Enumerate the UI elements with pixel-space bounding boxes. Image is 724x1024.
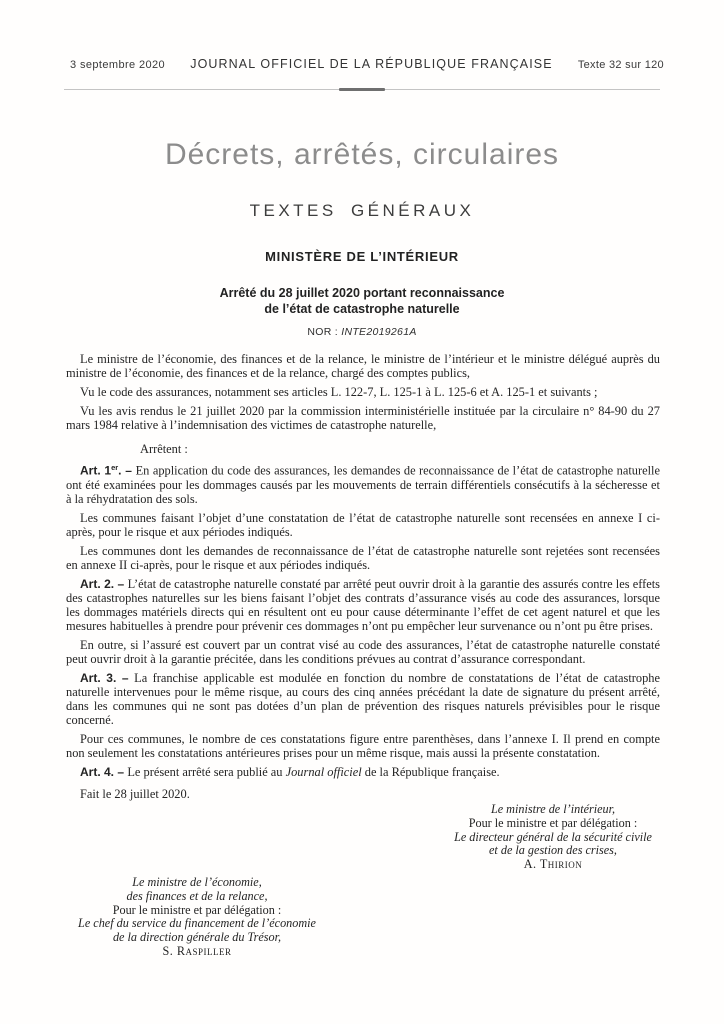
signature-line: des finances et de la relance,: [126, 888, 268, 903]
act-title-line1: Arrêté du 28 juillet 2020 portant reconnaissance: [219, 286, 505, 300]
preamble-paragraph: Le ministre de l’économie, des finances et de la relance, le ministre de l’intérieur et le ministre délégué auprès du ministre de l’économie, des finances et de la relance, chargé des comptes publics,: [66, 352, 660, 380]
nor-line: [0, 326, 724, 338]
page-header: [70, 57, 664, 71]
signature-date: Fait le 28 juillet 2020.: [80, 786, 190, 801]
doc-subsection-title: TEXTES GÉNÉRAUX: [249, 201, 475, 220]
article-2: Art. 2. – L’état de catastrophe naturelle constaté par arrêté peut ouvrir droit à la garantie des assurés contre les effets des catastrophes naturelles sur les biens faisant l’objet des contrats d’assurance visés au code des assurances, lorsque les dommages matériels directs qui en résultent ont eu pour cause déterminante l’effet de cet agent naturel et que les mesures habituelles à prendre pour prévenir ces dommages n’ont pu empêcher leur survenance ou n’ont pu être prises.: [66, 576, 660, 633]
signature-line: Le chef du service du financement de l’économie: [78, 916, 316, 931]
article-4: Art. 4. – Le présent arrêté sera publié au Journal officiel de la République française.: [80, 764, 500, 779]
signatory-name: S. Raspiller: [162, 943, 232, 958]
signature-line: et de la gestion des crises,: [489, 843, 617, 858]
header-date: 3 septembre 2020: [70, 59, 166, 71]
act-body: [66, 352, 660, 801]
signature-line: Pour le ministre et par délégation :: [468, 815, 638, 830]
body-paragraph: Les communes dont les demandes de reconnaissance de l’état de catastrophe naturelle sont rejetées sont recensées en annexe II ci-après, pour le risque et aux périodes indiqués.: [66, 543, 660, 572]
act-title-line2: de l’état de catastrophe naturelle: [264, 302, 460, 316]
header-rule: [64, 89, 660, 90]
text-number: Texte 32 sur 120: [577, 59, 664, 71]
signature-line: Le directeur général de la sécurité civile: [454, 829, 652, 844]
body-paragraph: Pour ces communes, le nombre de ces constatations figure entre parenthèses, dans l’annexe I. Il prend en compte non seulement les constatations antérieures prises pour un même risque, mais aussi la présente constatation.: [66, 731, 660, 760]
act-title: [0, 285, 724, 317]
article-label: . –: [118, 463, 136, 478]
rule-center-mark: [339, 88, 385, 91]
article-label: Art. 2. –: [80, 576, 128, 591]
enacting-formula: Arrêtent :: [140, 442, 188, 456]
ministry-heading: MINISTÈRE DE L’INTÉRIEUR: [265, 249, 459, 264]
signature-line: Pour le ministre et par délégation :: [112, 902, 282, 917]
body-paragraph: Les communes faisant l’objet d’une constatation de l’état de catastrophe naturelle sont recensées en annexe I ci-après, pour le risque et aux périodes indiqués.: [66, 510, 660, 539]
nor-value: INTE2019261A: [341, 326, 417, 338]
nor-label: NOR :: [307, 326, 339, 338]
article-label: Art. 3. –: [80, 670, 135, 685]
body-paragraph: En outre, si l’assuré est couvert par un contrat visé au code des assurances, l’état de catastrophe naturelle constaté peut ouvrir droit à la garantie précitée, dans les conditions prévues au contrat d’assurance correspondant.: [66, 637, 660, 666]
article-label: Art. 1: [80, 463, 112, 478]
article-1: Art. 1er. – En application du code des assurances, les demandes de reconnaissance de l’état de catastrophe naturelle ont été examinées pour les dommages causés par les mouvements de terrain différentiels consécutifs à la sécheresse et à la réhydratation des sols.: [66, 463, 660, 506]
signatory-name: A. Thirion: [523, 857, 583, 872]
visa-paragraph: Vu les avis rendus le 21 juillet 2020 par la commission interministérielle instituée par la circulaire n° 84-90 du 27 mars 1984 relative à l’indemnisation des victimes de catastrophe naturelle,: [66, 404, 660, 432]
article-3: Art. 3. – La franchise applicable est modulée en fonction du nombre de constatations de l’état de catastrophe naturelle intervenues pour le même risque, au cours des cinq années précédant la date de signature du présent arrêté, dans les communes qui ne sont pas dotées d’un plan de prévention des risques naturels prévisibles pour le risque concerné.: [66, 670, 661, 727]
article-label: Art. 4. –: [80, 764, 128, 779]
doc-section-title: Décrets, arrêtés, circulaires: [164, 138, 560, 171]
visa-paragraph: Vu le code des assurances, notamment ses articles L. 122-7, L. 125-1 à L. 125-6 et A. 125-1 et suivants ;: [80, 385, 598, 399]
signature-line: de la direction générale du Trésor,: [112, 930, 282, 945]
signature-block-interieur: [386, 803, 720, 872]
signature-line: Le ministre de l’intérieur,: [490, 802, 616, 816]
signature-block-economie: [40, 876, 354, 959]
journal-title: JOURNAL OFFICIEL DE LA RÉPUBLIQUE FRANÇAISE: [190, 57, 553, 71]
signature-line: Le ministre de l’économie,: [132, 875, 262, 889]
